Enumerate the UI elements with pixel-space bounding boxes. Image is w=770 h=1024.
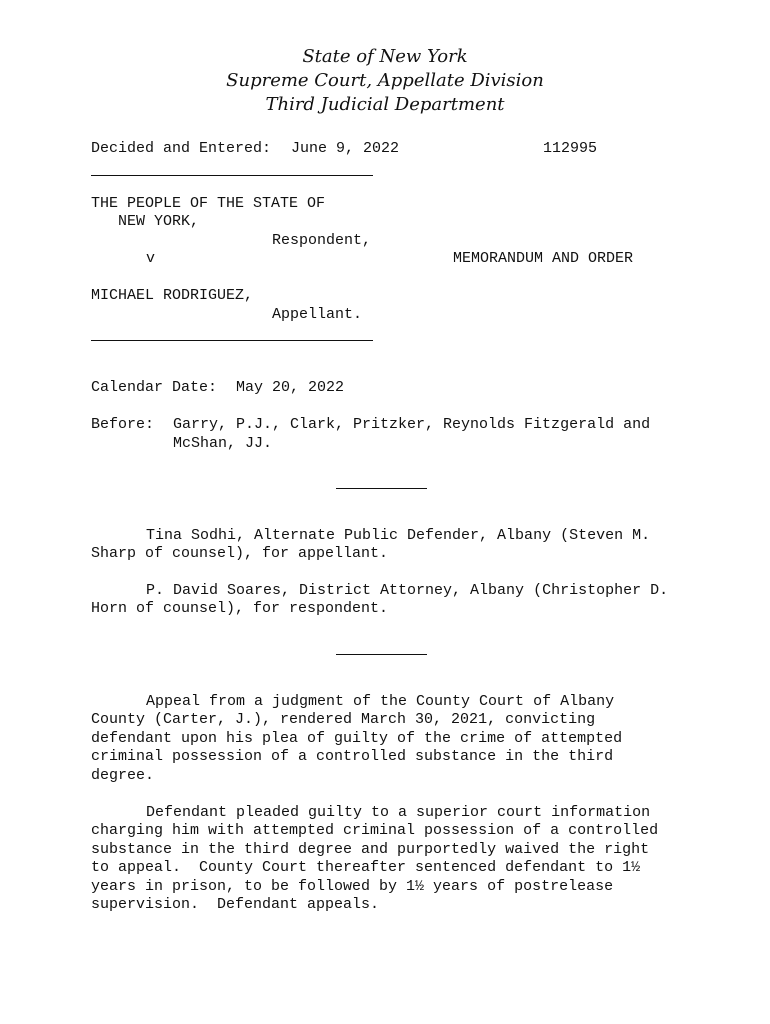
defendant-name: MICHAEL RODRIGUEZ,: [91, 287, 254, 304]
plaintiff-role: Respondent,: [272, 232, 372, 249]
appellant-counsel: Tina Sodhi, Alternate Public Defender, Albany (Steven M.: [146, 527, 651, 544]
paragraph-line: charging him with attempted criminal possession of a controlled: [91, 822, 659, 840]
paragraph-line: defendant upon his plea of guilty of the crime of attempted: [91, 729, 623, 747]
court-department: Third Judicial Department: [265, 94, 505, 115]
plaintiff-name: THE PEOPLE OF THE STATE OF: [91, 195, 326, 212]
before-label: Before:: [91, 416, 155, 433]
versus: v: [146, 250, 156, 267]
before-justices: Garry, P.J., Clark, Pritzker, Reynolds Fitzgerald and: [173, 416, 651, 433]
document-type: MEMORANDUM AND ORDER: [453, 250, 634, 267]
caption-top-rule: [91, 175, 373, 176]
body-paragraph: [91, 804, 691, 914]
defendant-role: Appellant.: [272, 306, 363, 323]
paragraph-line: Appeal from a judgment of the County Court of Albany: [146, 693, 615, 710]
respondent-counsel-cont: Horn of counsel), for respondent.: [91, 600, 389, 617]
paragraph-line: Defendant pleaded guilty to a superior court information: [146, 804, 651, 821]
paragraph-line: to appeal. County Court thereafter sentenced defendant to 1½: [91, 859, 641, 877]
caption-bottom-rule: [91, 340, 373, 341]
paragraph-line: County (Carter, J.), rendered March 30, 2021, convicting: [91, 711, 596, 729]
calendar-label: Calendar Date:: [91, 379, 218, 396]
court-division: Supreme Court, Appellate Division: [226, 70, 544, 91]
docket-number: 112995: [543, 140, 598, 157]
paragraph-line: degree.: [91, 766, 155, 784]
body-paragraph: [91, 693, 691, 785]
before-justices-cont: McShan, JJ.: [173, 435, 273, 452]
paragraph-line: criminal possession of a controlled substance in the third: [91, 748, 614, 766]
respondent-counsel: P. David Soares, District Attorney, Albany (Christopher D.: [146, 582, 669, 599]
plaintiff-name-cont: NEW YORK,: [118, 213, 200, 230]
paragraph-line: years in prison, to be followed by 1½ years of postrelease: [91, 877, 614, 895]
paragraph-line: substance in the third degree and purportedly waived the right: [91, 840, 650, 858]
decided-date: June 9, 2022: [291, 140, 400, 157]
section-divider: [336, 654, 427, 655]
court-name: State of New York: [302, 46, 468, 67]
paragraph-line: supervision. Defendant appeals.: [91, 896, 380, 914]
section-divider: [336, 488, 427, 489]
appellant-counsel-cont: Sharp of counsel), for appellant.: [91, 545, 389, 562]
calendar-date: May 20, 2022: [236, 379, 345, 396]
decided-label: Decided and Entered:: [91, 140, 272, 157]
